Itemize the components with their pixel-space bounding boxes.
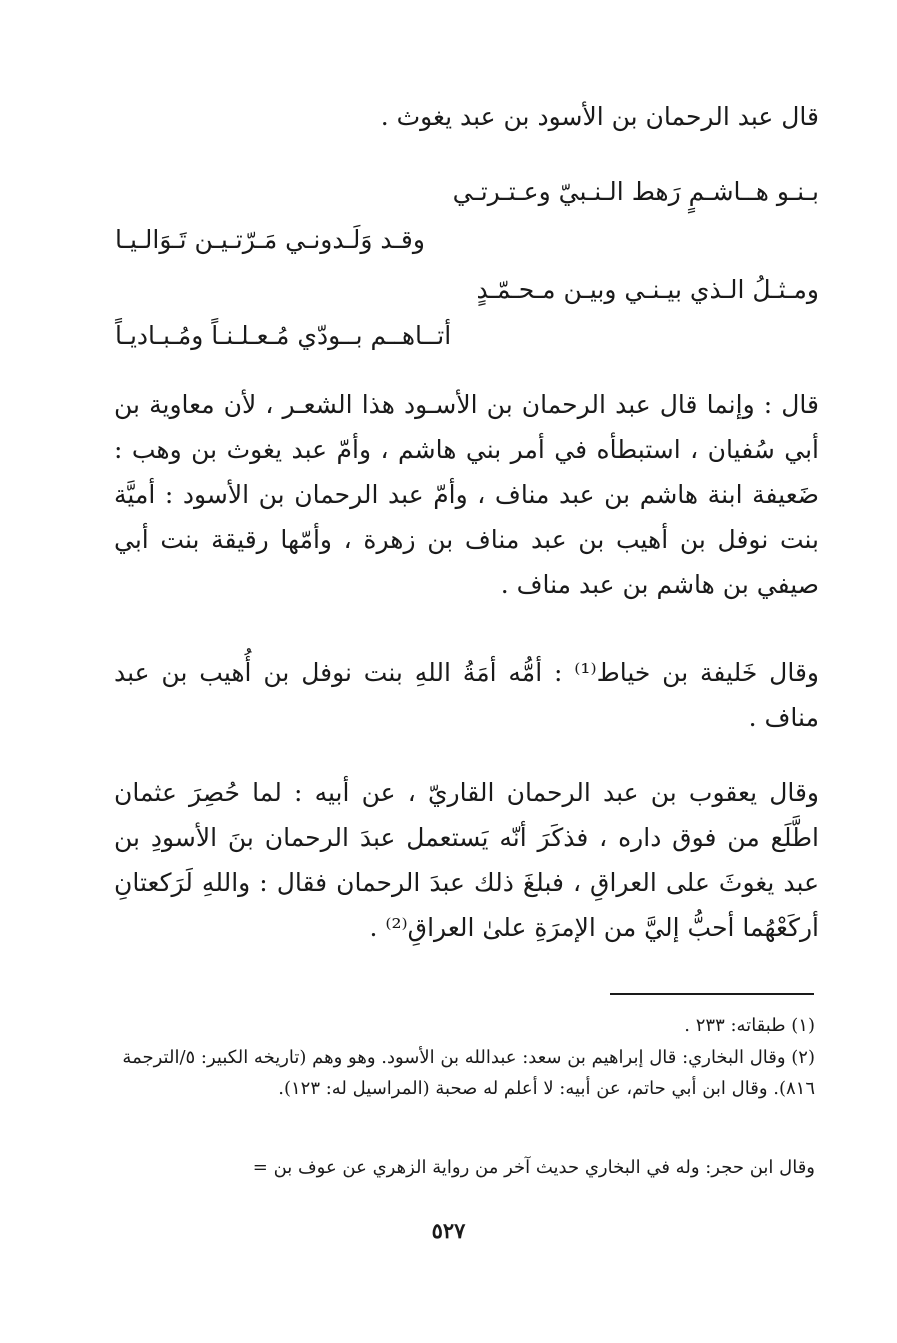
paragraph-2: وقال خَليفة بن خياط⁽¹⁾ : أمُّه أمَةُ اللهِ بنت نوفل بن أُهيب بن عبد مناف . (114, 658, 819, 732)
poem-verse-3: ومـثـلُ الـذي بيـنـي وبيـن مـحـمّـدٍ (476, 275, 819, 304)
poem-verse-1: بـنـو هــاشـمٍ رَهط الـنـبيّ وعـتـرتـي (452, 177, 819, 206)
paragraph-3: وقال يعقوب بن عبد الرحمان القاريّ ، عن أبيه : لما حُصِرَ عثمان اطَّلَع من فوق داره ، فذكَرَ أنّه يَستعمل عبدَ الرحمان بنَ الأسودِ بن عبد يغوثَ على العراقِ ، فبلغَ ذلك عبدَ الرحمان فقال : واللهِ لَرَكعتانِ أركَعْهُما أحبُّ إليَّ من الإمرَةِ علىٰ العراقِ⁽²⁾ . (114, 778, 819, 942)
page-number: ٥٢٧ (431, 1218, 466, 1243)
footnote-continuation: وقال ابن حجر: وله في البخاري حديث آخر من رواية الزهري عن عوف بن = (252, 1157, 815, 1178)
footnote-1: (١) طبقاته: ٢٣٣ . (684, 1015, 815, 1036)
poem-verse-2: وقـد وَلَـدونـي مَـرّتـيـن تَـوَالـيـا (115, 225, 425, 254)
poem-verse-4: أتــاهــم بــودّي مُـعـلـنـاً ومُـبـاديـاً (115, 321, 452, 350)
footnote-2: (٢) وقال البخاري: قال إبراهيم بن سعد: عبدالله بن الأسود. وهو وهم (تاريخه الكبير: ٥/الترجمة ٨١٦). وقال ابن أبي حاتم، عن أبيه: لا أعلم له صحبة (المراسيل له: ١٢٣). (122, 1047, 815, 1099)
intro-line: قال عبد الرحمان بن الأسود بن عبد يغوث . (380, 102, 819, 131)
paragraph-1: قال : وإنما قال عبد الرحمان بن الأسـود هذا الشعـر ، لأن معاوية بن أبي سُفيان ، استبطأه في أمر بني هاشم ، وأمّ عبد يغوث بن وهب : ضَعيفة ابنة هاشم بن عبد مناف ، وأمّ عبد الرحمان بن الأسود : أميَّة بنت نوفل بن أهيب بن عبد مناف بن زهرة ، وأمّها رقيقة بنت أبي صيفي بن هاشم بن عبد مناف . (114, 390, 819, 599)
footnote-divider (610, 993, 814, 995)
